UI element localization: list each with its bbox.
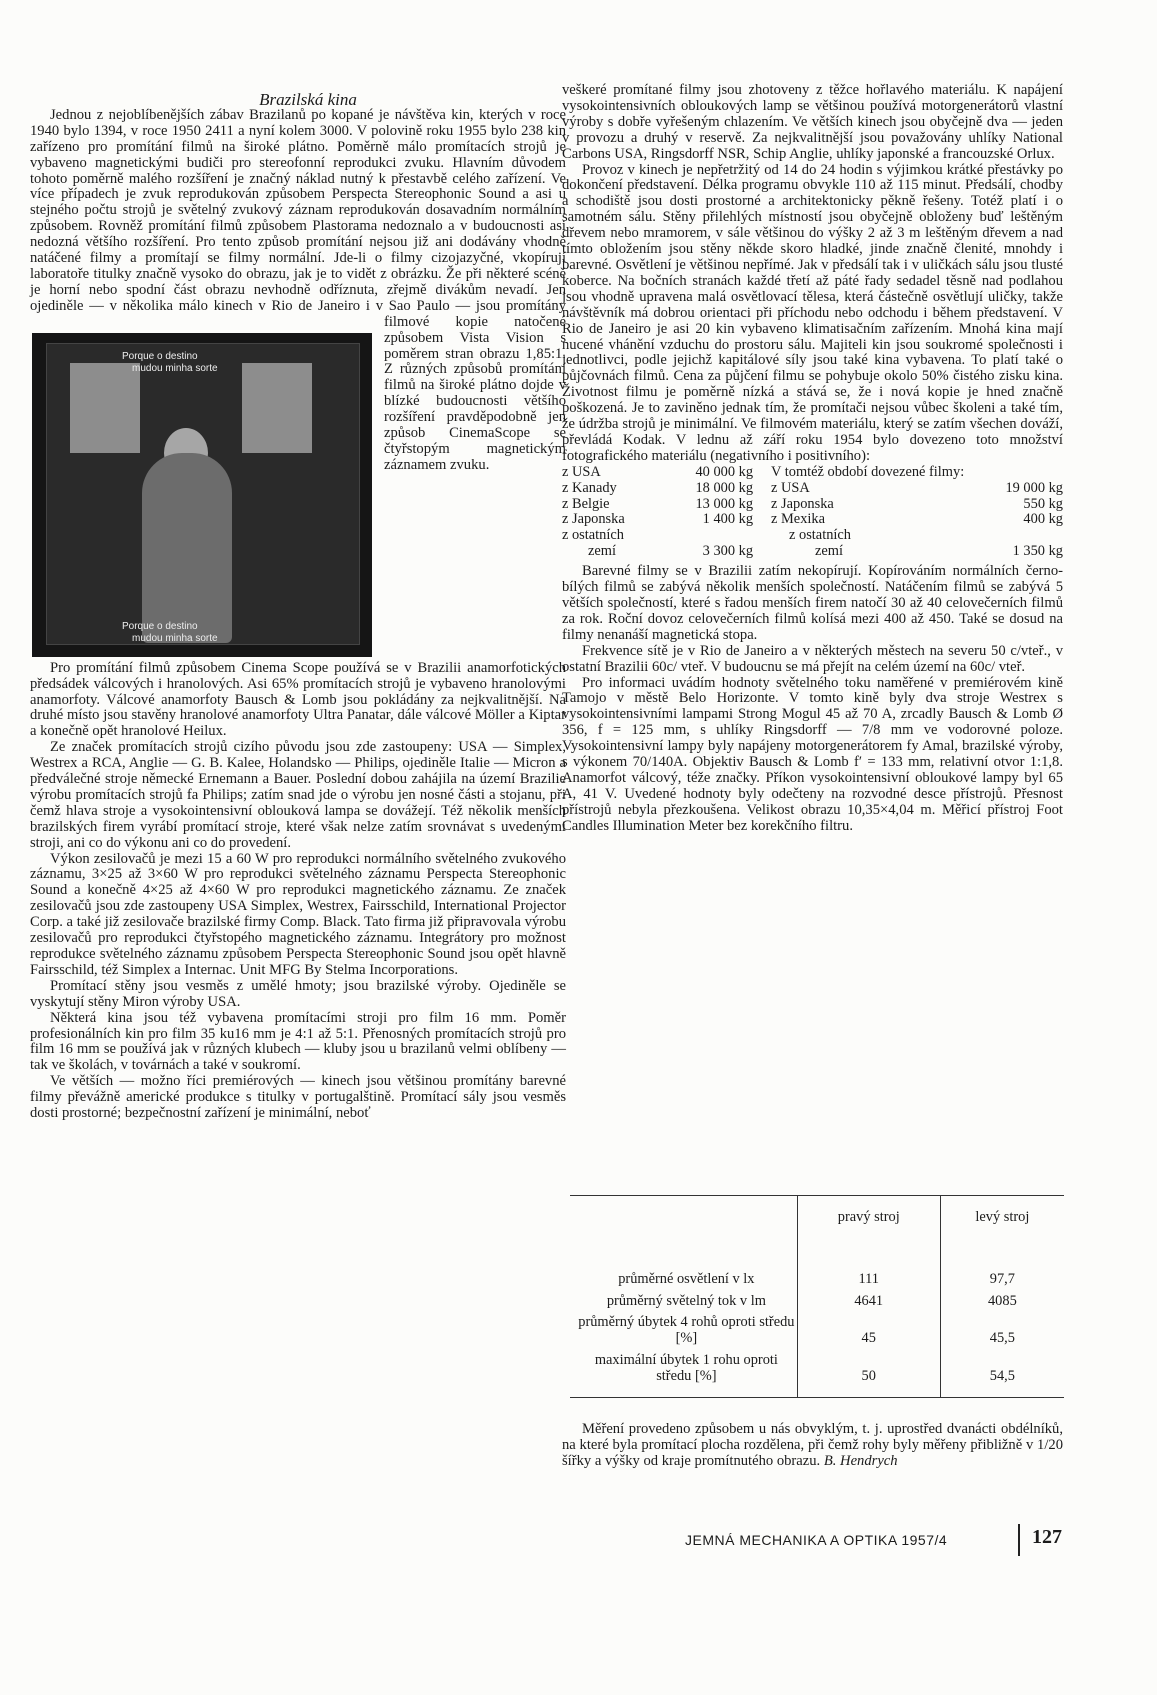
paragraph [562, 1422, 1063, 1470]
import-amount [657, 528, 771, 544]
article-title: Brazilská kina [259, 90, 357, 109]
paragraph: Frekvence sítě je v Rio de Janeiro a v některých městech na severu 50 c/vteř., v ostatní Brazilii 60c/ vteř. V budoucnu se má přejít na celém území na 60c/ vteř. [562, 642, 1063, 675]
import-right-intro: V tomtéž období dovezené filmy: [771, 463, 965, 480]
paragraph: Výkon zesilovačů je mezi 15 a 60 W pro reprodukci normálního světelného zvukového záznamu, 3×25 až 3×60 W pro reprodukci světelného záznamu Perspecta Stereophonic Sound a konečně 4×25 až 4×60 W pro reprodukci magnetického záznamu. Ze značek zesilovačů jsou zde zastoupeny USA Simplex, Westrex, Fairsschild, International Projector Corp. a také již zesilovače brazilské firmy Comp. Black. Tato firma již připravovala výrobu zesilovačů pro reprodukci čtyřstopého magnetického záznamu. Integrátory pro možnost reprodukce světelného záznamu způsobem Perspecta Stereophonic Sound jsou opět hlavně Fairsschild, též Simplex a Internac. Unit MFG By Stelma Incorporations. [30, 850, 566, 978]
import-country: zemí [815, 543, 843, 560]
import-country: z Japonska [562, 511, 625, 528]
import-amount: 400 kg [1023, 511, 1063, 528]
paragraph [30, 106, 566, 644]
photo-subtitle: mudou minha sorte [132, 632, 218, 644]
import-amount: 18 000 kg [695, 479, 754, 496]
import-country: z Kanady [562, 479, 617, 496]
photo-subtitle: Porque o destino [122, 350, 198, 362]
import-country: z Mexika [771, 511, 825, 528]
row-label: maximální úbytek 1 rohu oproti středu [%] [594, 1351, 778, 1384]
value-left: 45,5 [940, 1312, 1064, 1350]
paragraph-text: Janeiro i v Sao Paulo — jsou promítány filmové kopie natočené způsobem Vista Vision s poměrem stran obrazu 1,85:1. Z různých způsobů promítání filmů na široké plátno dojde v blízké budoucnosti většího rozšíření pravděpodobně jen způsob CinemaScope se čtyřstopým magnetickým záznamem zvuku. [317, 297, 566, 473]
paragraph: Pro promítání filmů způsobem Cinema Scope používá se v Brazilii anamorfotických předsádek válcových i hranolových. Asi 65% promítacích strojů je vybaveno hranolovými anamorfoty. Válcové anamorfoty Bausch & Lomb jsou pokládány za nejkvalitnější. Na druhé místo jsou stavěny hranolové anamorfoty Ultra Panatar, dále válcové Möller a Kiptar a konečně opět hranolové Heilux. [30, 659, 566, 740]
photo-subtitle: Porque o destino [122, 620, 198, 632]
value-right: 45 [797, 1312, 940, 1350]
photo-subtitle: mudou minha sorte [132, 362, 218, 374]
import-amount: 1 400 kg [702, 511, 754, 528]
closing-text [562, 1422, 1063, 1470]
film-still-photo [32, 333, 372, 657]
paragraph: Promítací stěny jsou vesměs z umělé hmoty; jsou brazilské výroby. Ojediněle se vyskytují stěny Miron výroby USA. [30, 977, 566, 1010]
paragraph: veškeré promítané filmy jsou zhotoveny z těžce hořlavého materiálu. K napájení vysokointensivních obloukových lamp se většinou používá motorgenerátorů vlastní výroby s dobře vyřešeným chlazením. Ve větších kinech jsou obyčejně dva — jeden v provozu a druhý v reservě. Za nejkvalitnější jsou považovány uhlíky National Carbons USA, Ringsdorff NSR, Schip Anglie, uhlíky japonské a francouzské Orlux. [562, 82, 1063, 162]
import-stats-table [562, 465, 1063, 560]
import-country: z ostatních [789, 527, 851, 544]
paragraph: Ze značek promítacích strojů cizího původu jsou zde zastoupeny: USA — Simplex, Westrex a RCA, Anglie — G. B. Kalee, Holandsko — Philips, ojediněle Italie — Micron a předválečné stroje německé Ernemann a Bauer. Poslední dobou zahájila na území Brazilie výrobu promítacích strojů fa Philips; zatím snad jde o výrobu jen nosné části a stojanu, při čemž hlava stroje a vysokointensivní oblouková lampa se dovážejí. Též několik menších brazilských firem vyrábí promítací stroje, které však nelze zatím srovnávat s uvedenými stroji, ani co do výkonu ani co do provedení. [30, 739, 566, 851]
photo-garment [242, 363, 312, 453]
page-number: 127 [1032, 1526, 1062, 1548]
value-left: 97,7 [940, 1266, 1064, 1291]
header-left-projector: levý stroj [940, 1196, 1064, 1266]
value-left: 4085 [940, 1291, 1064, 1313]
row-label: průměrný světelný tok v lm [606, 1292, 766, 1309]
paragraph: Pro informaci uvádím hodnoty světelného toku naměřené v premiérovém kině Tamojo v městě Belo Horizonte. V tomto kině byly dva stroje Westrex s vysokointensivními lampami Strong Mogul 45 až 70 A, zrcadly Bausch & Lomb Ø 356, f = 125 mm, s uhlíky Ringsdorff — 7/8 mm ve vodorovné poloze. Vysokointensivní lampy byly napájeny motorgenerátorem fy Amal, brazilské výroby, s výkonem 70/140A. Objektiv Bausch & Lomb f′ = 133 mm, relativní otvor 1:1,8. Anamorfot válcový, téže značky. Příkon vysokointensivní obloukové lampy byl 65 A, 41 V. Uvedené hodnoty byly odečteny na rozvodné desce přístrojů. Přesnost přístrojů nebyla přezkoušena. Velikost obrazu 10,35×4,04 m. Měřicí přístroj Foot Candles Illumination Meter bez korekčního filtru. [562, 674, 1063, 834]
left-column [30, 92, 566, 1122]
import-amount [941, 528, 1063, 544]
import-country: z Japonska [771, 495, 834, 512]
row-label: průměrný úbytek 4 rohů oproti středu [%] [578, 1314, 795, 1347]
import-amount: 1 350 kg [1012, 543, 1063, 560]
import-amount: 3 300 kg [702, 543, 754, 560]
value-left: 54,5 [940, 1350, 1064, 1397]
paragraph: Některá kina jsou též vybavena promítacími stroji pro film 16 mm. Poměr profesionálních kin pro film 35 ku16 mm je 4:1 až 5:1. Přenosných promítacích strojů pro film 16 mm se používá jak v různých klubech — kluby jsou u brazilanů velmi oblíbeny — tak ve školách, v továrnách a také v soukromí. [30, 1009, 566, 1074]
paragraph: Ve větších — možno říci premiérových — kinech jsou většinou promítány barevné filmy převážně americké produkce s titulky v portugalštině. Promítací sály jsou vesměs dosti prostorné; bezpečnostní zařízení je minimální, neboť [30, 1073, 566, 1122]
author: B. Hendrych [823, 1452, 898, 1469]
import-country: zemí [588, 543, 616, 560]
footer-divider [1018, 1524, 1020, 1556]
import-country: z ostatních [562, 527, 624, 544]
import-amount: 13 000 kg [695, 495, 754, 512]
journal-footer: JEMNÁ MECHANIKA A OPTIKA 1957/4 [685, 1532, 948, 1548]
import-amount: 550 kg [1023, 495, 1063, 512]
import-amount: 40 000 kg [695, 463, 754, 480]
import-country: z USA [562, 463, 601, 480]
import-amount: 19 000 kg [1005, 479, 1063, 496]
value-right: 4641 [797, 1291, 940, 1313]
row-label: průměrné osvětlení v lx [618, 1270, 755, 1287]
value-right: 111 [797, 1266, 940, 1291]
paragraph-text: Jednou z nejoblíbenějších zábav Brazilanů po kopané je návštěva kin, kterých v roce 1940 bylo 1394, v roce 1950 2411 a nyní kolem 3000. V polovině roku 1955 bylo 238 kin zařízeno pro promítání filmů na široké plátno. Poměrně málo promítacích strojů je vybaveno magnetickými budiči pro stereofonní reprodukci zvuku. Hlavním důvodem tohoto poměrně malého rozšíření je značný náklad nutný k přestavbě celého zařízení. Ve více případech je zvuk reprodukován způsobem Perspecta Stereophonic Sound a asi u stejného počtu strojů je světelný zvukový záznam reprodukován dosavadním normálním způsobem. Rovněž promítání filmů způsobem Plastorama nedoznalo a v budoucnosti asi nedozná většího rozšíření. Pro tento způsob promítání nejsou již ani dodávány vhodně natáčené filmy a promítají se filmy normální. Jde-li o filmy cizojazyčné, vkopírují laboratoře titulky značně vysoko do obrazu, jak je to vidět z obrázku. Že při některé scéně je horní nebo spodní část obrazu nevhodně odříznuta, zřejmě divákům nevadí. Jen ojediněle — v několika málo kinech v Rio de [30, 106, 566, 314]
right-column [562, 83, 1063, 835]
paragraph: Barevné filmy se v Brazilii zatím nekopírují. Kopírováním normálních černo-bílých filmů se zabývá několik menších společností. Natáčením filmů se zabývá 5 větších společností, které s řadou menších firem natočí 30 až 40 celovečerních filmů za rok. Roční dovoz celovečerních filmů kolísá mezi 400 až 450. Také se dosud na filmy nenanáší magnetická stopa. [562, 563, 1063, 643]
photo-figure [142, 453, 232, 643]
value-right: 50 [797, 1350, 940, 1397]
import-country: z Belgie [562, 495, 610, 512]
closing-paragraph: Měření provedeno způsobem u nás obvyklým, t. j. uprostřed dvanácti obdélníků, na které byla promítací plocha rozdělena, při čemž rohy byly měřeny přibližně v 1/20 šířky a výšky od kraje promítnutého obrazu. [562, 1421, 1063, 1469]
import-country: z USA [771, 479, 810, 496]
header-right-projector: pravý stroj [797, 1196, 940, 1266]
paragraph: Provoz v kinech je nepřetržitý od 14 do 24 hodin s výjimkou krátké přestávky po dokončení představení. Délka programu obvykle 110 až 115 minut. Předsálí, chodby a schodiště jsou dosti prostorné a architektonicky pěkně řešeny. Totéž platí i o samotném sálu. Stěny přilehlých místností jsou obyčejně obloženy buď leštěným dřevem nebo mramorem, v sále většinou do výšky 2 až 3 m leštěným dřevem a nad tímto obložením jsou stěny někde skoro hladké, jinde značně členité, mnohdy i barevné. Osvětlení je většinou nepřímé. Jak v předsálí tak i v uličkách sálu jsou tlusté koberce. Na bočních stranách každé třetí až páté řady sedadel těsně nad podlahou jsou vhodně upravena malá osvětlovací tělesa, která částečně osvětlují uličky, takže návštěvník má dobrou orientaci při příchodu nebo odchodu i během představení. V Rio de Janeiro je asi 20 kin vybaveno klimatisačním zařízením. Mnohá kina mají nucené vhánění vzduchu do prostoru sálu. Majiteli kin jsou soukromé společnosti i jednotlivci, podle jejichž kapitálové síly jsou také kina vybavena. To platí také o půjčovnách filmů. Cena za půjčení filmu se pohybuje okolo 50% čistého zisku kina. Životnost filmu je poměrně nízká a stává se, že i nová kopie je hned značně poškozená. Je to zaviněno jednak tím, že promítači nejsou vůbec školeni a také tím, že údržba strojů je minimální. Ve filmovém materiálu, který se zatím všechen dováží, převládá Kodak. V lednu až září roku 1954 bylo dovezeno toto množství fotografického materiálu (negativního i positivního): [562, 161, 1063, 464]
measurement-table [570, 1195, 1064, 1398]
